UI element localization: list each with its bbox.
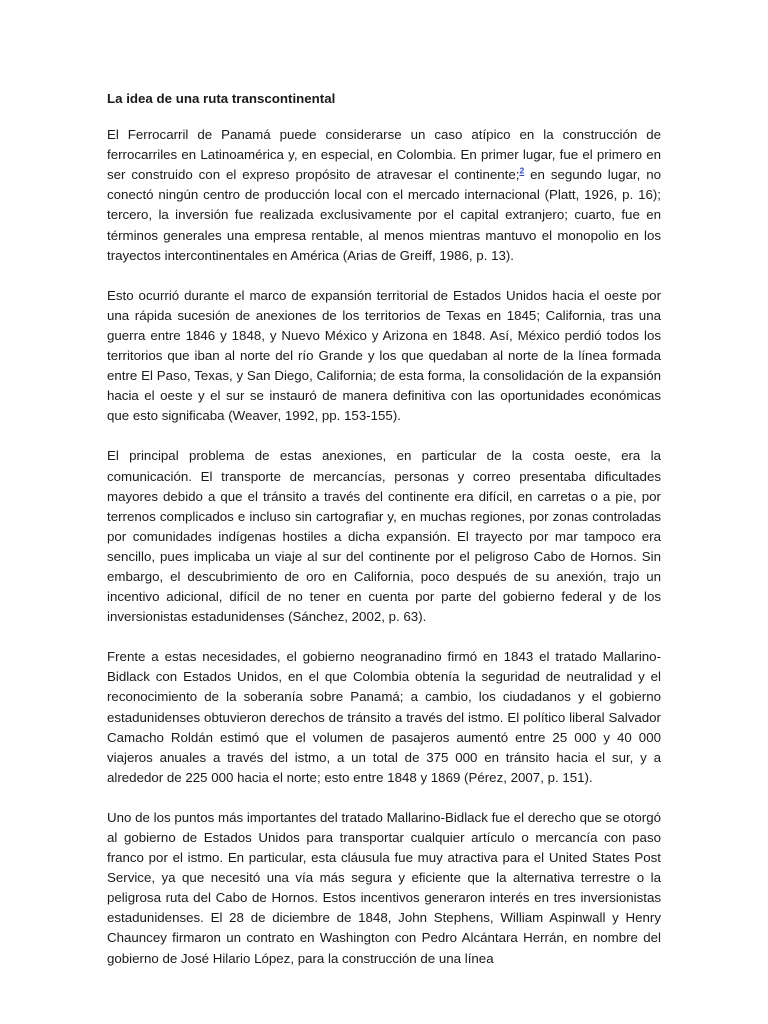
paragraph-5: Uno de los puntos más importantes del tratado Mallarino-Bidlack fue el derecho que se otorgó al gobierno de Estados Unidos para transportar cualquier artículo o mercancía con paso franco por el istmo. En particular, esta cláusula fue muy atractiva para el United States Post Service, ya que necesitó una vía más segura y eficiente que la alternativa terrestre o la peligrosa ruta del Cabo de Hornos. Estos incentivos generaron interés en tres inversionistas estadunidenses. El 28 de diciembre de 1848, John Stephens, William Aspinwall y Henry Chauncey firmaron un contrato en Washington con Pedro Alcántara Herrán, en nombre del gobierno de José Hilario López, para la construcción de una línea bbox=[107, 809, 661, 966]
section-heading: La idea de una ruta transcontinental bbox=[107, 91, 336, 106]
paragraph-1-text-after-note: en segundo lugar, no conectó ningún centro de producción local con el mercado internacional (Platt, 1926, p. 16); tercero, la inversión fue realizada exclusivamente por el capital extranjero; cuarto, fue en términos generales una empresa rentable, al menos mientras mantuvo el monopolio en los trayectos intercontinentales en América (Arias de Greiff, 1986, p. 13). bbox=[107, 167, 661, 263]
paragraph-1 bbox=[107, 125, 661, 266]
document-page bbox=[107, 89, 661, 989]
paragraph-1-text-before-note: El Ferrocarril de Panamá puede considerarse un caso atípico en la construcción de ferrocarriles en Latinoamérica y, en especial, en Colombia. En primer lugar, fue el primero en ser construido con el expreso propósito de atravesar el continente; bbox=[107, 127, 661, 183]
paragraph-4: Frente a estas necesidades, el gobierno neogranadino firmó en 1843 el tratado Mallarino-Bidlack con Estados Unidos, en el que Colombia obtenía la seguridad de neutralidad y el reconocimiento de la soberanía sobre Panamá; a cambio, los ciudadanos y el gobierno estadunidenses obtuvieron derechos de tránsito a través del istmo. El político liberal Salvador Camacho Roldán estimó que el volumen de pasajeros aumentó entre 25 000 y 40 000 viajeros anuales a través del istmo, a un total de 375 000 en tránsito hacia el sur, y a alrededor de 225 000 hacia el norte; esto entre 1848 y 1869 (Pérez, 2007, p. 151). bbox=[107, 649, 661, 785]
footnote-reference-link[interactable]: 2 bbox=[519, 165, 525, 176]
paragraph-2: Esto ocurrió durante el marco de expansión territorial de Estados Unidos hacia el oeste por una rápida sucesión de anexiones de los territorios de Texas en 1845; California, tras una guerra entre 1846 y 1848, y Nuevo México y Arizona en 1848. Así, México perdió todos los territorios que iban al norte del río Grande y los que quedaban al norte de la línea formada entre El Paso, Texas, y San Diego, California; de esta forma, la consolidación de la expansión hacia el oeste y el sur se instauró de manera definitiva con las oportunidades económicas que esto significaba (Weaver, 1992, pp. 153-155). bbox=[107, 287, 661, 424]
paragraph-3: El principal problema de estas anexiones, en particular de la costa oeste, era la comunicación. El transporte de mercancías, personas y correo presentaba dificultades mayores debido a que el tránsito a través del continente era difícil, en carretas o a pie, por terrenos complicados e incluso sin cartografiar y, en muchas regiones, por zonas controladas por comunidades indígenas hostiles a dicha expansión. El trayecto por mar tampoco era sencillo, pues implicaba un viaje al sur del continente por el peligroso Cabo de Hornos. Sin embargo, el descubrimiento de oro en California, poco después de su anexión, trajo un incentivo adicional, difícil de no tener en cuenta por parte del gobierno federal y de los inversionistas estadunidenses (Sánchez, 2002, p. 63). bbox=[107, 448, 661, 625]
